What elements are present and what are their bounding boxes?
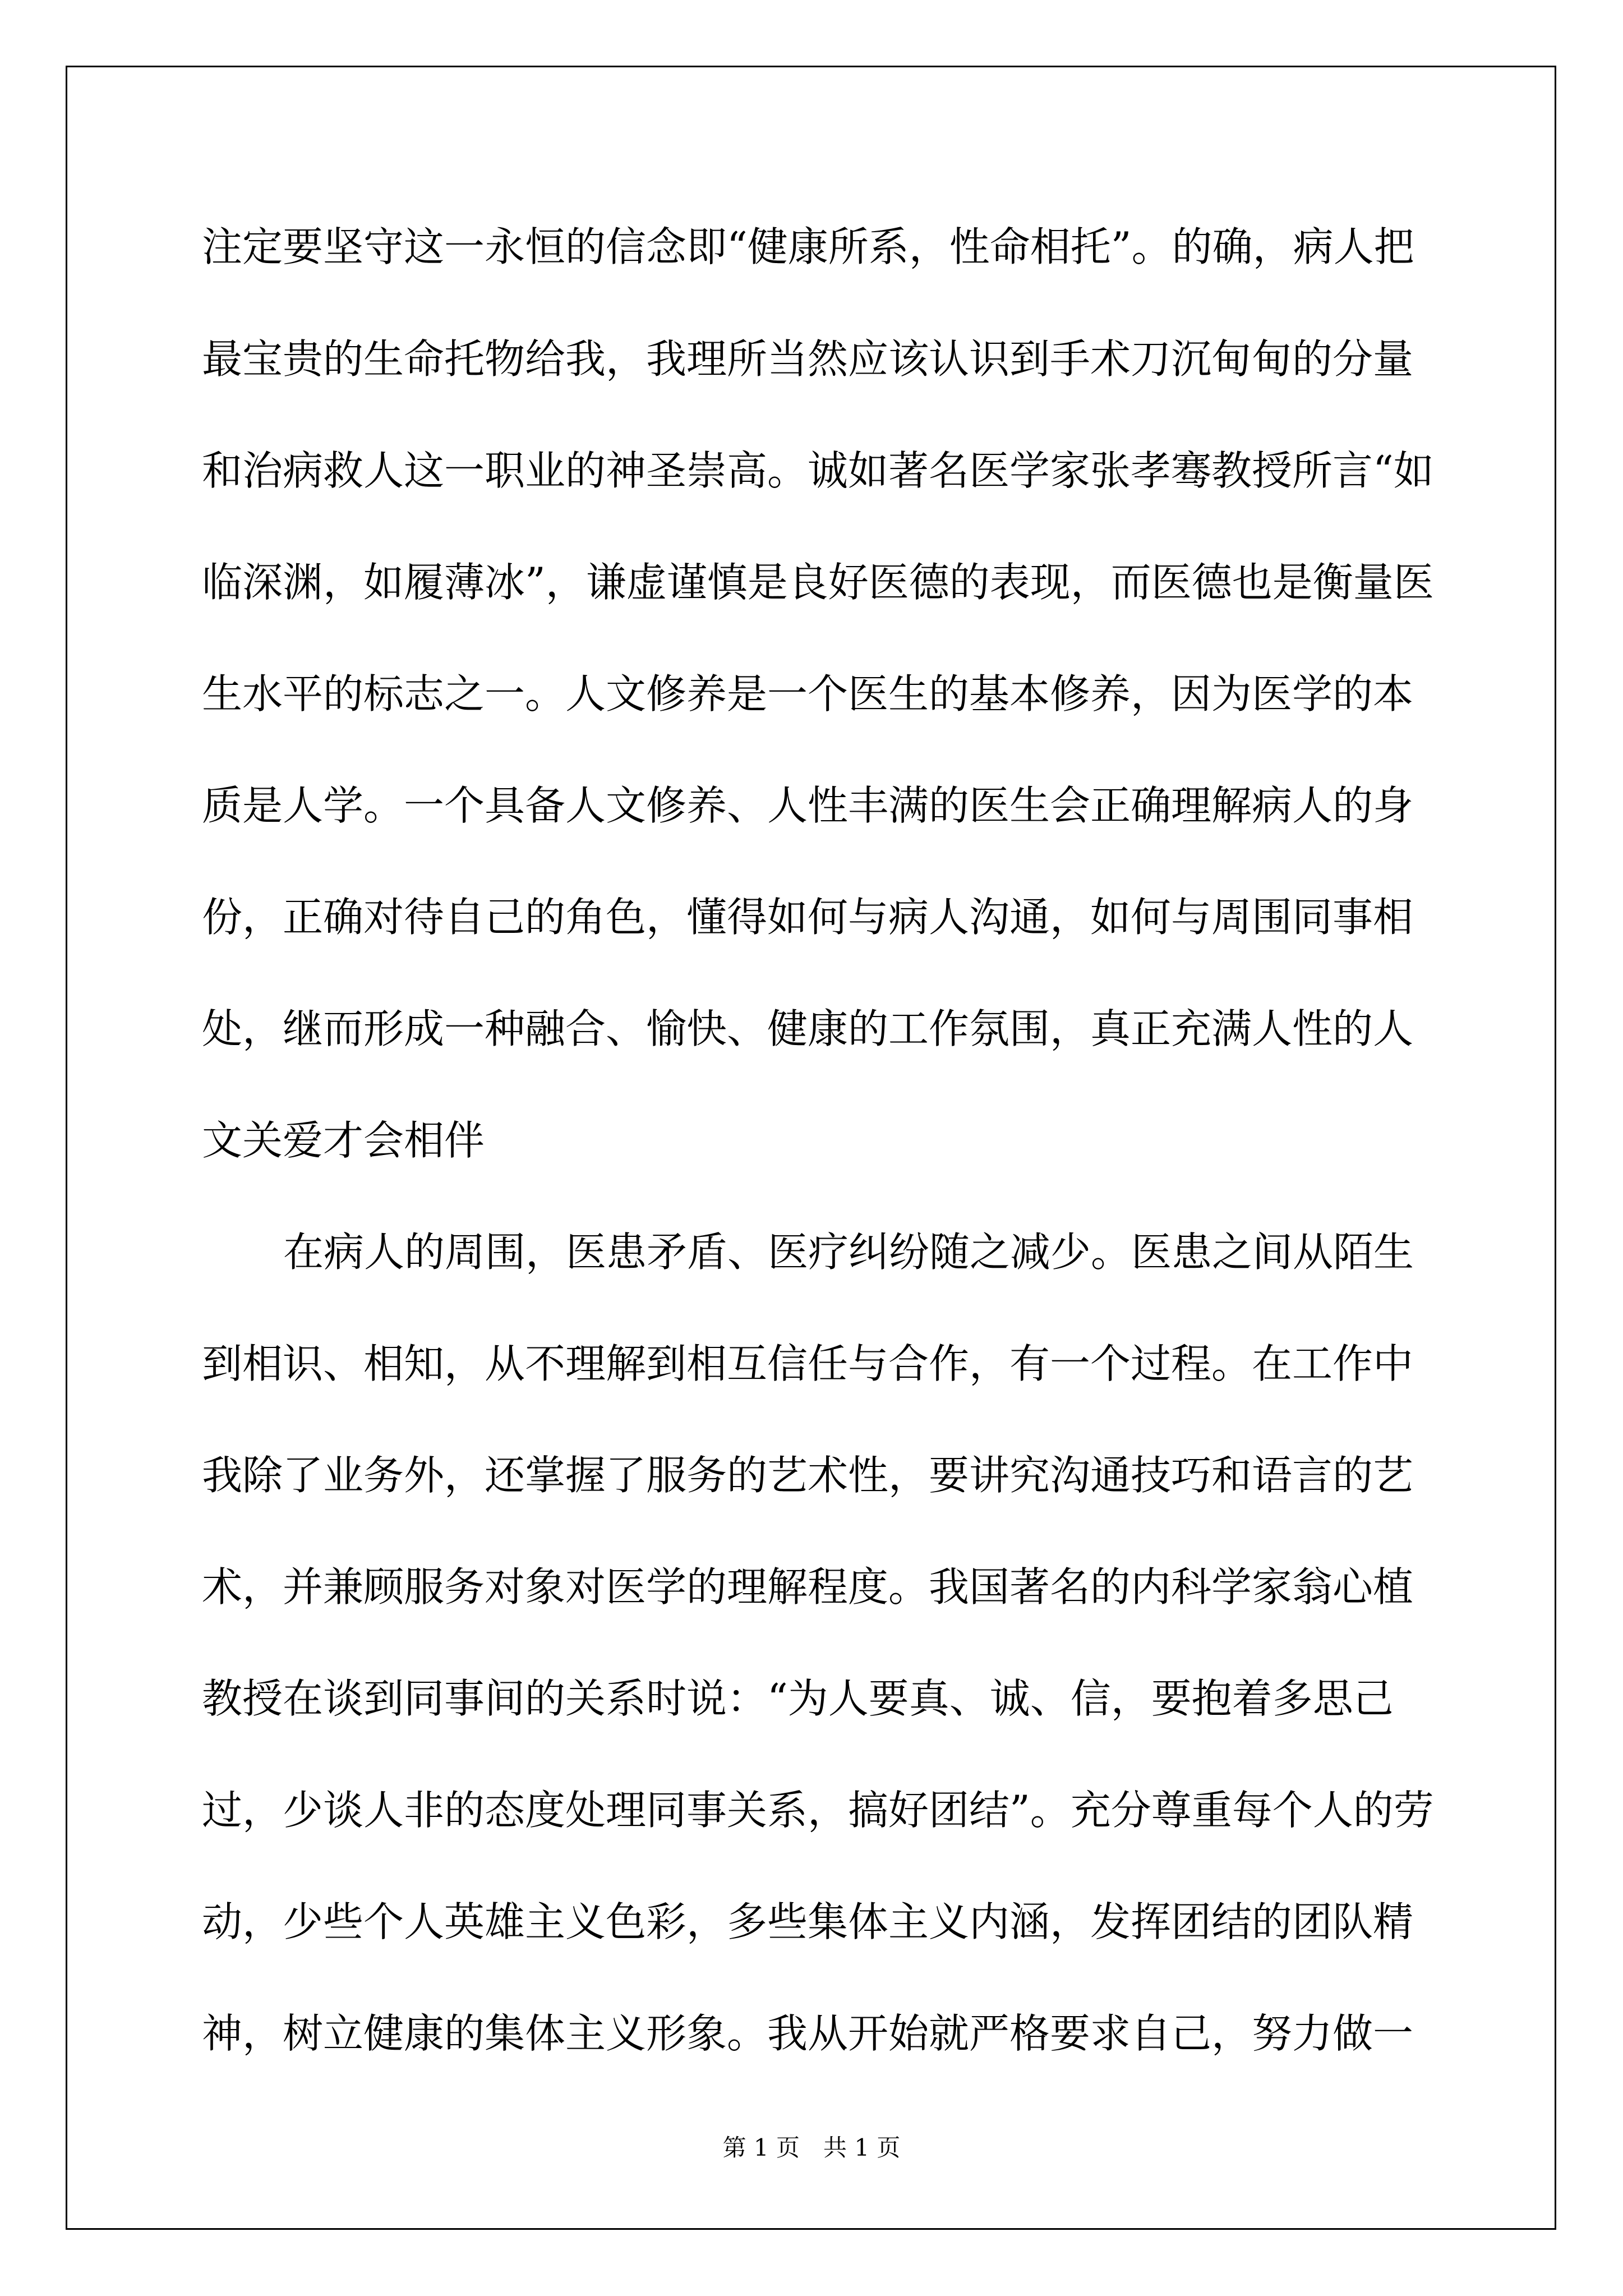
text-line: 份，正确对待自己的角色，懂得如何与病人沟通，如何与周围同事相 <box>202 894 1414 941</box>
text-line: 我除了业务外，还掌握了服务的艺术性，要讲究沟通技巧和语言的艺 <box>202 1452 1414 1499</box>
text-line: 注定要坚守这一永恒的信念即“健康所系，性命相托”。的确，病人把 <box>202 223 1414 270</box>
text-line: 术，并兼顾服务对象对医学的理解程度。我国著名的内科学家翁心植 <box>202 1563 1414 1611</box>
text-line: 文关爱才会相伴 <box>202 1117 485 1164</box>
text-line: 神，树立健康的集体主义形象。我从开始就严格要求自己，努力做一 <box>202 2010 1414 2057</box>
text-line: 动，少些个人英雄主义色彩，多些集体主义内涵，发挥团结的团队精 <box>202 1898 1414 1945</box>
page-number-footer: 第 1 页 共 1 页 <box>722 2134 901 2161</box>
text-line: 在病人的周围，医患矛盾、医疗纠纷随之减少。医患之间从陌生 <box>283 1228 1414 1276</box>
text-line: 教授在谈到同事间的关系时说：“为人要真、诚、信，要抱着多思己 <box>202 1675 1394 1722</box>
text-line: 临深渊，如履薄冰”，谦虚谨慎是良好医德的表现，而医德也是衡量医 <box>202 559 1434 606</box>
text-line: 最宝贵的生命托物给我，我理所当然应该认识到手术刀沉甸甸的分量 <box>202 335 1414 383</box>
text-line: 生水平的标志之一。人文修养是一个医生的基本修养，因为医学的本 <box>202 670 1414 717</box>
text-line: 和治病救人这一职业的神圣崇高。诚如著名医学家张孝骞教授所言“如 <box>202 447 1434 494</box>
text-line: 到相识、相知，从不理解到相互信任与合作，有一个过程。在工作中 <box>202 1340 1414 1387</box>
text-line: 质是人学。一个具备人文修养、人性丰满的医生会正确理解病人的身 <box>202 782 1414 829</box>
text-line: 过，少谈人非的态度处理同事关系，搞好团结”。充分尊重每个人的劳 <box>202 1787 1434 1834</box>
text-line: 处，继而形成一种融合、愉快、健康的工作氛围，真正充满人性的人 <box>202 1005 1414 1052</box>
